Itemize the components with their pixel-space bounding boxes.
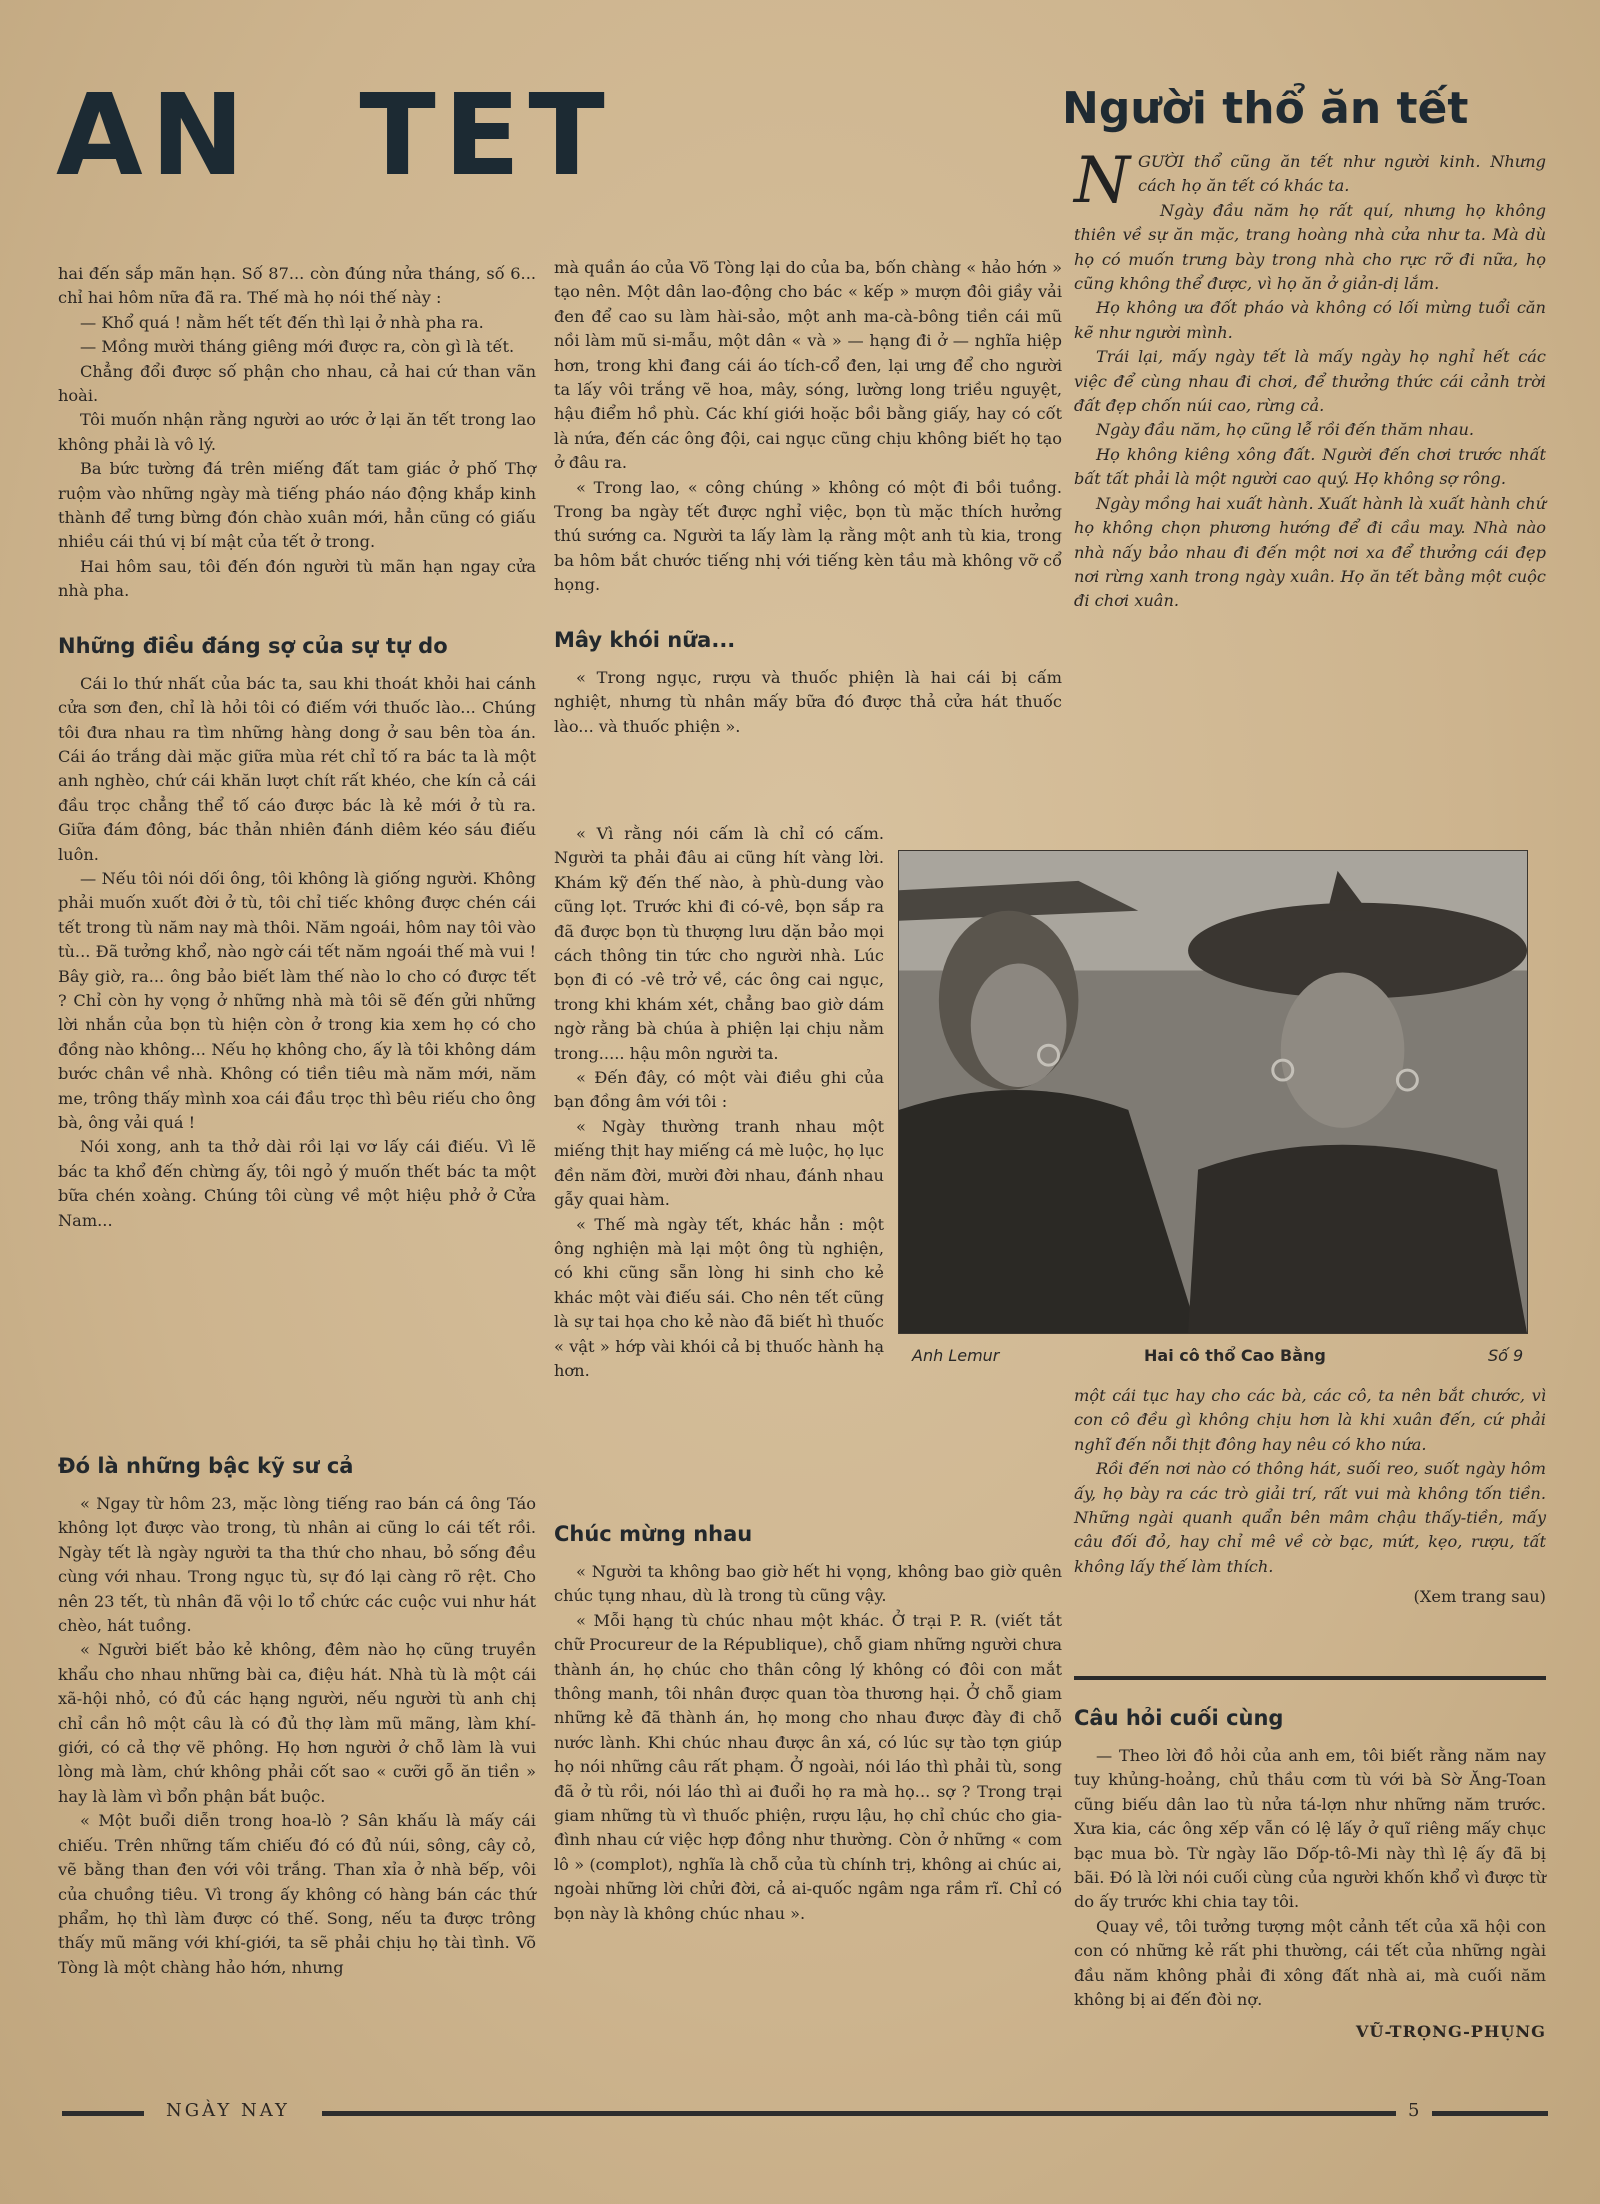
magazine-name: NGÀY NAY bbox=[166, 2100, 290, 2121]
paragraph: — Mồng mười tháng giêng mới được ra, còn gì là tết. bbox=[80, 337, 515, 357]
section-divider bbox=[1074, 1676, 1546, 1680]
column-1 bbox=[58, 262, 536, 1233]
footer-rule-middle bbox=[322, 2111, 1396, 2116]
paragraph: Hai hôm sau, tôi đến đón người tù mãn hạn ngay cửa nhà pha. bbox=[58, 556, 536, 601]
paragraph: « Ngay từ hôm 23, mặc lòng tiếng rao bán cá ông Táo không lọt được vào trong, tù nhân ai cũng lo cái tết rồi. Ngày tết là ngày người ta tha thứ cho nhau, bỏ sống đều cùng với nhau. Trong ngục tù, sự đó lại càng rõ rệt. Cho nên 23 tết, tù nhân đã vội lo tổ chức các cuộc vui như hát chèo, hát tuồng. bbox=[58, 1494, 536, 1636]
column-3-middle bbox=[1074, 1384, 1546, 1610]
paragraph: GƯỜI thổ cũng ăn tết như người kinh. Nhưng cách họ ăn tết có khác ta. bbox=[1138, 152, 1546, 196]
paragraph: Trái lại, mấy ngày tết là mấy ngày họ nghỉ hết các việc để cùng nhau đi chơi, để thưởng thức cái cảnh trời đất đẹp chốn núi cao, rừng cả. bbox=[1074, 347, 1546, 416]
paragraph: Cái lo thứ nhất của bác ta, sau khi thoát khỏi hai cánh cửa sơn đen, chỉ là hỏi tôi có điếm với thuốc lào... Chúng tôi đưa nhau ra tìm những hàng dong ở sau bên tòa án. Cái áo trắng dài mặc giữa mùa rét chỉ tố ra bác ta là một anh nghèo, chứ cái khăn lượt chít rất khéo, che kín cả cái đầu trọc chẳng thể tố cáo được bác là kẻ mới ở tù ra. Giữa đám đông, bác thản nhiên đánh diêm kéo sáu điếu luôn. bbox=[58, 673, 536, 864]
paragraph: hai đến sắp mãn hạn. Số 87... còn đúng nửa tháng, số 6... chỉ hai hôm nữa đã ra. Thế mà họ nói thế này : bbox=[58, 264, 536, 308]
paragraph: Ba bức tường đá trên miếng đất tam giác ở phố Thợ ruộm vào những ngày mà tiếng pháo náo động khắp kinh thành để tưng bừng đón chào xuân mới, hẳn cũng có giấu nhiều cái thú vị bí mật của tết ở trong. bbox=[58, 459, 536, 552]
paragraph: — Theo lời đồ hỏi của anh em, tôi biết rằng năm nay tuy khủng-hoảng, chủ thầu cơm tù với bà Sờ Ăng-Toan cũng biếu dân lao tù nửa tá-lợn như những năm trước. Xưa kia, các ông xếp vẫn có lệ lấy ở quĩ riêng mấy chục bạc mua bò. Từ ngày lão Dốp-tô-Mi này thì lệ ấy đã bị bãi. Đó là lời nói cuối cùng của người khốn khổ vì được từ do ấy trước khi chia tay tôi. bbox=[1074, 1746, 1546, 1912]
main-title: AN TET bbox=[56, 71, 613, 201]
paragraph: « Một buổi diễn trong hoa-lò ? Sân khấu là mấy cái chiếu. Trên những tấm chiếu đó có đủ núi, sông, cây cỏ, vẽ bằng than đen với vôi trắng. Than xỉa ở nhà bếp, vôi của chuồng tiêu. Vì trong ấy không có hàng bán các thứ phẩm, họ thì làm được có thế. Song, nếu ta được trông thấy mũ mãng với khí-giới, ta sẽ phải chịu họ tài tình. Võ Tòng là một chàng hảo hớn, nhưng bbox=[58, 1811, 536, 1977]
photo-caption: Hai cô thổ Cao Bằng bbox=[1144, 1346, 1326, 1365]
section-heading-smoke: Mây khói nữa... bbox=[554, 627, 736, 652]
paragraph: Chẳng đổi được số phận cho nhau, cả hai cứ than vãn hoài. bbox=[58, 361, 536, 406]
column-1-lower bbox=[58, 1452, 536, 1980]
paragraph: « Trong lao, « công chúng » không có một đi bồi tuồng. Trong ba ngày tết được nghỉ việc, bọn tù mặc thích hưởng thú sướng ca. Người ta lấy làm lạ rằng một anh tù kia, trong ba hôm bắt chước tiếng nhị với tiếng kèn tầu mà không vỡ cổ họng. bbox=[554, 477, 1062, 595]
paragraph: « Trong ngục, rượu và thuốc phiện là hai cái bị cấm nghiệt, nhưng tù nhân mấy bữa đó được thả cửa hát thuốc lào... và thuốc phiện ». bbox=[554, 667, 1062, 736]
paragraph: một cái tục hay cho các bà, các cô, ta nên bắt chước, vì con cô đều gì không chịu hơn là khi xuân đến, cứ phải nghĩ đến nỗi thịt đông hay nêu có kho nứa. bbox=[1074, 1386, 1546, 1454]
side-article-title: Người thổ ăn tết bbox=[1062, 83, 1469, 134]
footer-rule-right bbox=[1432, 2111, 1548, 2116]
author-signature: VŨ-TRỌNG-PHỤNG bbox=[1355, 2022, 1546, 2042]
photo-illustration bbox=[899, 851, 1527, 1333]
paragraph: Họ không kiêng xông đất. Người đến chơi trước nhất bất tất phải là một người cao quý. Họ không sợ rông. bbox=[1074, 444, 1546, 489]
column-3-lower bbox=[1074, 1704, 1546, 2045]
paragraph: « Đến đây, có một vài điều ghi của bạn đồng âm với tôi : bbox=[554, 1068, 884, 1112]
paragraph: Họ không ưa đốt pháo và không có lối mừng tuổi căn kẽ như người mình. bbox=[1074, 298, 1546, 342]
paragraph: « Thế mà ngày tết, khác hẳn : một ông nghiện mà lại một ông tù nghiện, có khi cũng sẵn lòng hi sinh cho kẻ khác một vài điếu sái. Cho nên tết cũng là sự tai họa cho kẻ nào đã biết hì thuốc « vật » hớp vài khói cả bị thuốc hành hạ hơn. bbox=[554, 1214, 884, 1380]
photo-two-tho-girls bbox=[898, 850, 1528, 1334]
paragraph: Ngày đầu năm họ rất quí, nhưng họ không thiên về sự ăn mặc, trang hoàng nhà cửa như ta. Mà dù họ có muốn trưng bày trong nhà cho rực rỡ đi nữa, họ cũng không thể được, vì họ ăn ở giản-dị lắm. bbox=[1074, 200, 1546, 294]
paragraph: Nói xong, anh ta thở dài rồi lại vơ lấy cái điếu. Vì lẽ bác ta khổ đến chừng ấy, tôi ngỏ ý muốn thết bác ta một bữa chén xoàng. Chúng tôi cùng về một hiệu phở ở Cửa Nam... bbox=[58, 1137, 536, 1230]
paragraph: Quay về, tôi tưởng tượng một cảnh tết của xã hội con con có những kẻ rất phi thường, cái tết của những ngài đầu năm không phải đi xông đất nhà ai, mà cuối năm không bị ai đến đòi nợ. bbox=[1074, 1916, 1546, 2010]
paragraph: « Ngày thường tranh nhau một miếng thịt hay miếng cá mè luộc, họ lục đền năm đời, mười đời nhau, đánh nhau gẫy quai hàm. bbox=[554, 1116, 884, 1210]
footer-rule-left bbox=[62, 2111, 144, 2116]
paragraph: mà quần áo của Võ Tòng lại do của ba, bốn chàng « hảo hớn » tạo nên. Một dân lao-động cho bác « kếp » mượn đôi giầy vải đen để cao su làm hài-sảo, một anh ma-cà-bông tiền cái mũ nồi làm mũ si-mẫu, một dân « và » — hạng đi ở — nghĩa hiệp hơn, trong khi đang cái áo tích-cổ đen, lại ưng để cho người ta lấy vôi trắng vẽ hoa, mây, sóng, lường long triều nguyệt, hậu điểm hồ phù. Các khí giới hoặc bồi bằng giấy, hay có cốt là nứa, đến các ông đội, cai ngục cũng chịu không biết họ tạo ở đâu ra. bbox=[554, 258, 1062, 473]
section-heading-fear: Những điều đáng sợ của sự tự do bbox=[58, 633, 448, 658]
column-3 bbox=[1074, 144, 1546, 614]
section-heading-last-question: Câu hỏi cuối cùng bbox=[1074, 1706, 1284, 1730]
paragraph: Tôi muốn nhận rằng người ao ước ở lại ăn tết trong lao không phải là vô lý. bbox=[58, 410, 536, 454]
section-heading-engineer: Đó là những bậc kỹ sư cả bbox=[58, 1454, 354, 1478]
continued-note: (Xem trang sau) bbox=[1413, 1587, 1546, 1607]
paragraph: Ngày mồng hai xuất hành. Xuất hành là xuất hành chứ họ không chọn phương hướng để đi cầu may. Nhà nào nhà nấy bảo nhau đi đến một nơi xa để thưởng cái đẹp nơi rừng xanh trong ngày xuân. Họ ăn tết bằng một cuộc đi chơi xuân. bbox=[1074, 493, 1546, 611]
page-number: 5 bbox=[1408, 2100, 1423, 2121]
column-2 bbox=[554, 256, 1062, 739]
paragraph: — Nếu tôi nói dối ông, tôi không là giống người. Không phải muốn xuốt đời ở tù, tôi chỉ tiếc không được chén cái tết trong tù năm nay mà thôi. Năm ngoái, hôm nay tôi vào tù... Đã tưởng khổ, nào ngờ cái tết năm ngoái thế mà vui ! Bây giờ, ra... ông bảo biết làm thế nào lo cho có được tết ? Chỉ còn hy vọng ở những nhà mà tôi sẽ đến gửi những lời nhắn của bọn tù hiện còn ở trong kia xem họ có cho đồng nào không... Nếu họ không cho, ấy là tôi không dám bước chân về nhà. Không có tiền tiêu mà năm mới, năm me, trông thấy mình xoa cái đầu trọc thì bêu riếu cho ông bà, ông vải quá ! bbox=[58, 868, 536, 1132]
column-2-narrow bbox=[554, 822, 884, 1383]
photo-credit: Anh Lemur bbox=[912, 1346, 1000, 1365]
drop-cap: N bbox=[1074, 144, 1130, 218]
paragraph: Rồi đến nơi nào có thông hát, suối reo, suốt ngày hôm ấy, họ bày ra các trò giải trí, rất vui mà không tốn tiền. Những ngài quanh quẩn bên mâm chậu thấy-tiền, mấy câu đối đỏ, hay chỉ mê về cờ bạc, mứt, kẹo, rượu, tất không lấy thế làm thích. bbox=[1074, 1459, 1546, 1576]
paragraph: « Vì rằng nói cấm là chỉ có cấm. Người ta phải đâu ai cũng hít vàng lời. Khám kỹ đến thế nào, à phù-dung vào cũng lọt. Trước khi đi có-vê, bọn sắp ra đã được bọn tù thượng lưu dặn bảo mọi cách thông tin tức cho người nhà. Lúc bọn đi có -vê trở về, các ông cai ngục, trong khi khám xét, chẳng bao giờ dám ngờ rằng bà chúa à phiện lại chịu nằm trong..... hậu môn người ta. bbox=[554, 824, 884, 1063]
paragraph: « Mỗi hạng tù chúc nhau một khác. Ở trại P. R. (viết tắt chữ Procureur de la République), chỗ giam những người chưa thành án, họ chúc cho thân công lý không có đôi con mắt thông manh, tôi nhân được quan tòa thương hại. Ở chỗ giam những kẻ đã thành án, họ mong cho nhau được đày đi chỗ nước lành. Khi chúc nhau được ân xá, có lúc sự tào tợn giúp họ nói những câu rất phạm. Ở ngoài, nói láo thì phải tù, song đã ở tù rồi, nói láo thì ai đuổi họ ra mà họ... sợ ? Trong trại giam những tù vì thuốc phiện, rượu lậu, họ chỉ chúc cho gia-đình nhau cứ việc hợp đồng như thường. Còn ở những « com lô » (complot), nghĩa là chỗ của tù chính trị, không ai chúc ai, ngoài những lời chửi đời, cả ai-quốc ngâm nga rầm rĩ. Chỉ có bọn này là không chúc nhau ». bbox=[554, 1610, 1062, 1923]
column-2-lower bbox=[554, 1360, 1062, 1926]
paragraph: Ngày đầu năm, họ cũng lễ rồi đến thăm nhau. bbox=[1096, 420, 1475, 440]
section-heading-greet: Chúc mừng nhau bbox=[554, 1522, 753, 1546]
photo-number: Số 9 bbox=[1488, 1346, 1524, 1365]
paragraph: « Người biết bảo kẻ không, đêm nào họ cũng truyền khẩu cho nhau những bài ca, điệu hát. Nhà tù là một cái xã-hội nhỏ, có đủ các hạng người, nếu người tù anh chị chỉ cần hô một câu là có đủ thợ làm mũ mãng, làm khí-giới, có cả thợ vẽ phông. Họ hơn người ở chỗ làm là vui lòng mà làm, chứ không phải cốt sao « cưỡi gỗ ăn tiền » hay là làm vì bổn phận bắt buộc. bbox=[58, 1640, 536, 1806]
paragraph: — Khổ quá ! nằm hết tết đến thì lại ở nhà pha ra. bbox=[80, 312, 484, 332]
paragraph: « Người ta không bao giờ hết hi vọng, không bao giờ quên chúc tụng nhau, dù là trong tù cũng vậy. bbox=[554, 1562, 1062, 1606]
